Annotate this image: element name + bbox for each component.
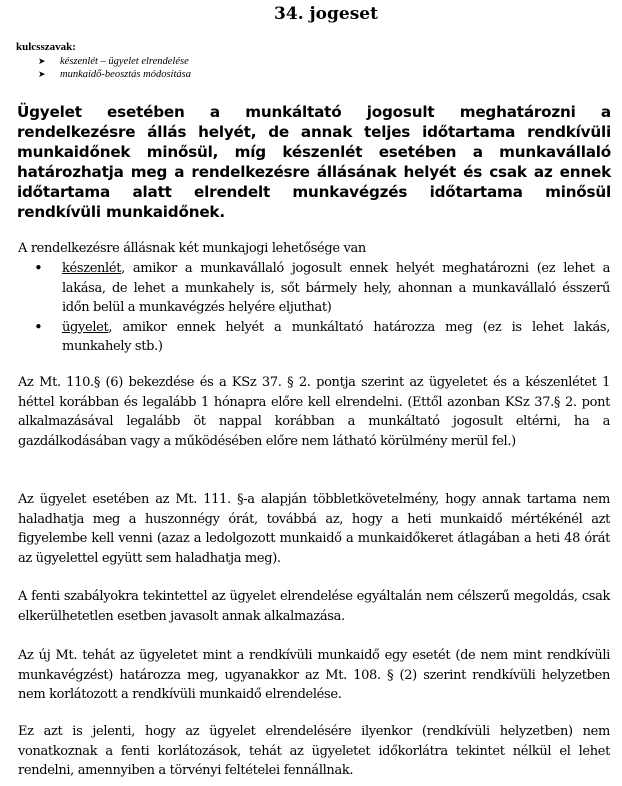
options-list <box>18 259 610 357</box>
list-item <box>18 259 610 318</box>
arrow-bullet-icon: ➤ <box>38 69 46 79</box>
paragraph: Az ügyelet esetében az Mt. 111. §-a alapján többletkövetelmény, hogy annak tartama nem haladhatja meg a huszonnégy órát, továbbá az, hogy a heti munkaidő mértékénél azt figyelembe kell venni (azaz a ledolgozott munkaidő a munkaidőkeret átlagában a heti 48 órát az ügyelettel együtt sem haladhatja meg). <box>18 492 610 566</box>
term-description: , amikor a munkavállaló jogosult ennek helyét meghatározni (ez lehet a lakása, de lehet a munkahely is, sőt bármely hely, ahonnan a munkavállaló ésszerű időn belül a munkavégzés helyére eljuthat) <box>62 261 610 315</box>
case-summary: Ügyelet esetében a munkáltató jogosult meghatározni a rendelkezésre állás helyét, de annak teljes időtartama rendkívüli munkaidőnek minősül, míg készenlét esetében a munkavállaló határozhatja meg a rendelkezésre állásának helyét és csak az ennek időtartama alatt elrendelt munkavégzés időtartama minősül rendkívüli munkaidőnek. <box>17 103 611 221</box>
term-keszenlet: készenlét <box>62 261 122 276</box>
paragraph: Az Mt. 110.§ (6) bekezdése és a KSz 37. § 2. pontja szerint az ügyeletet és a készenlétet 1 héttel korábban és legalább 1 hónapra előre kell elrendelni. (Ettől azonban KSz 37.§ 2. pont alkalmazásával legalább öt nappal korábban a munkáltató jogosult eltérni, ha a gazdálkodásában vagy a működésében előre nem látható körülmény merül fel.) <box>18 375 610 449</box>
keywords-heading: kulcsszavak: <box>16 41 76 53</box>
paragraph: A fenti szabályokra tekintettel az ügyelet elrendelése egyáltalán nem célszerű megoldás, csak elkerülhetetlen esetben javasolt annak alkalmazása. <box>18 589 610 624</box>
keyword-item <box>38 68 191 81</box>
case-title: 34. jogeset <box>274 4 378 24</box>
keyword-text: munkaidő-beosztás módosítása <box>60 69 191 80</box>
bullet-dot-icon: • <box>34 317 43 336</box>
intro-paragraph: A rendelkezésre állásnak két munkajogi lehetősége van <box>18 241 366 256</box>
paragraph: Az új Mt. tehát az ügyeletet mint a rendkívüli munkaidő egy esetét (de nem mint rendkívüli munkavégzést) határozza meg, ugyanakkor az Mt. 108. § (2) szerint rendkívüli helyzetben nem korlátozott a rendkívüli munkaidő elrendelése. <box>18 648 610 702</box>
arrow-bullet-icon: ➤ <box>38 56 46 66</box>
term-ugyelet: ügyelet <box>62 319 109 335</box>
keyword-item <box>38 55 191 68</box>
term-description: , amikor ennek helyét a munkáltató határozza meg (ez is lehet lakás, munkahely stb.) <box>62 319 610 354</box>
keyword-text: készenlét – ügyelet elrendelése <box>60 56 189 67</box>
paragraph: Ez azt is jelenti, hogy az ügyelet elrendelésére ilyenkor (rendkívüli helyzetben) nem vonatkoznak a fenti korlátozások, tehát az ügyeletet időkorlátra tekintet nélkül el lehet rendelni, amennyiben a törvényi feltételei fennállnak. <box>18 724 610 778</box>
bullet-dot-icon: • <box>34 259 43 277</box>
keywords-list <box>38 55 191 81</box>
list-item <box>18 318 610 357</box>
